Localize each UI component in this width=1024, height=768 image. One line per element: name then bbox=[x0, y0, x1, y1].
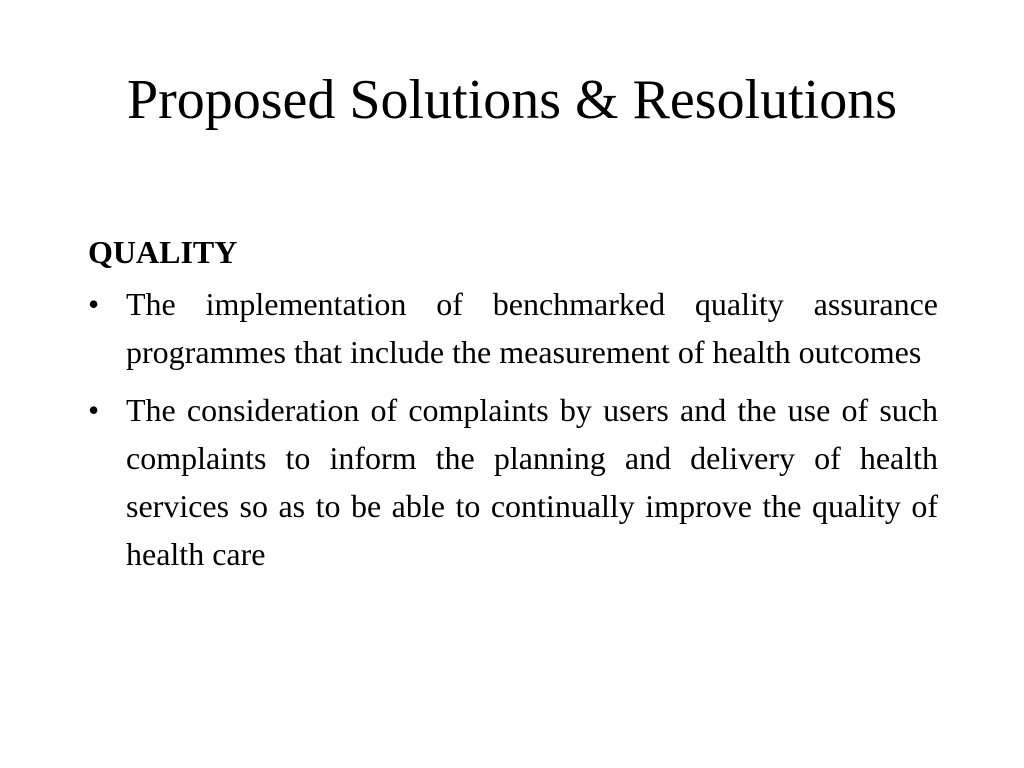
bullet-list bbox=[88, 280, 938, 578]
bullet-text: The consideration of complaints by users and the use of such complaints to inform the planning and delivery of health services so as to be able to continually improve the quality of health care bbox=[126, 392, 938, 572]
bullet-icon: • bbox=[88, 392, 100, 428]
bullet-text: The implementation of benchmarked quality assurance programmes that include the measurement of health outcomes bbox=[126, 286, 938, 370]
bullet-icon: • bbox=[88, 286, 100, 322]
section-heading: QUALITY bbox=[88, 234, 238, 270]
slide-title: Proposed Solutions & Resolutions bbox=[126, 69, 898, 131]
bullet-item bbox=[88, 280, 938, 376]
bullet-item bbox=[88, 386, 938, 578]
slide-content bbox=[88, 228, 938, 588]
